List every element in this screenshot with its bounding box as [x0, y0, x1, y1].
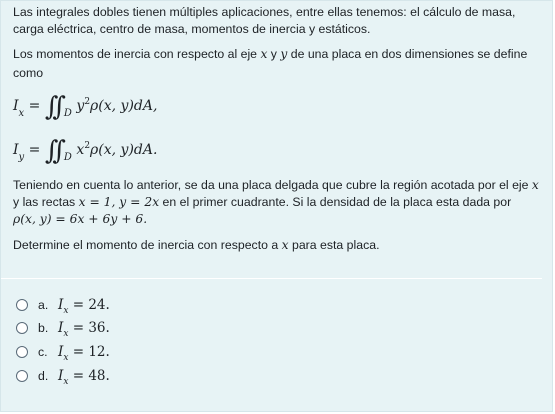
choice-letter: c.: [38, 344, 48, 359]
intro-line-1: Las integrales dobles tienen múltiples aplicaciones, entre ellas tenemos: el cálculo de masa,: [13, 5, 516, 19]
radio-button-d[interactable]: [16, 370, 28, 382]
intro-line-2: carga eléctrica, centro de masa, momentos de inercia y estáticos.: [13, 22, 371, 36]
choice-a[interactable]: [13, 293, 110, 316]
question-prompt: Determine el momento de inercia con respecto a x para esta placa.: [13, 238, 380, 252]
choice-letter: b.: [38, 321, 49, 336]
choice-answer: $I_x = 24$.: [58, 296, 110, 316]
radio-button-a[interactable]: [16, 299, 28, 311]
formula-ix: $I_x$ = ∫∫ $_D$ $y^2\rho(x$, y)dA,: [13, 92, 158, 122]
definition-line-2: como: [13, 66, 44, 80]
radio-button-b[interactable]: [16, 322, 28, 334]
answer-choices: [13, 293, 110, 388]
radio-button-c[interactable]: [16, 346, 28, 358]
definition-line-1: Los momentos de inercia con respecto al eje x y y de una placa en dos dimensiones se define: [13, 47, 528, 61]
choice-letter: a.: [38, 297, 49, 312]
choice-d[interactable]: [13, 364, 110, 387]
problem-line-1: Teniendo en cuenta lo anterior, se da una placa delgada que cubre la región acotada por el eje x: [13, 178, 539, 192]
problem-line-2: y las rectas x = 1, y = 2x en el primer cuadrante. Si la densidad de la placa esta dada por: [13, 195, 512, 209]
problem-line-3: ρ(x, y) = 6x + 6y + 6.: [13, 212, 148, 226]
section-divider: [1, 278, 542, 279]
choice-answer: $I_x = 12$.: [58, 343, 110, 363]
choice-c[interactable]: [13, 340, 110, 363]
formula-iy: $I_y$ = ∫∫ $_D$ $x^2\rho(x$, y)dA.: [13, 136, 158, 166]
choice-answer: $I_x = 36$.: [58, 320, 110, 340]
choice-answer: $I_x = 48$.: [58, 367, 110, 387]
choice-b[interactable]: [13, 317, 110, 340]
choice-letter: d.: [38, 368, 49, 383]
